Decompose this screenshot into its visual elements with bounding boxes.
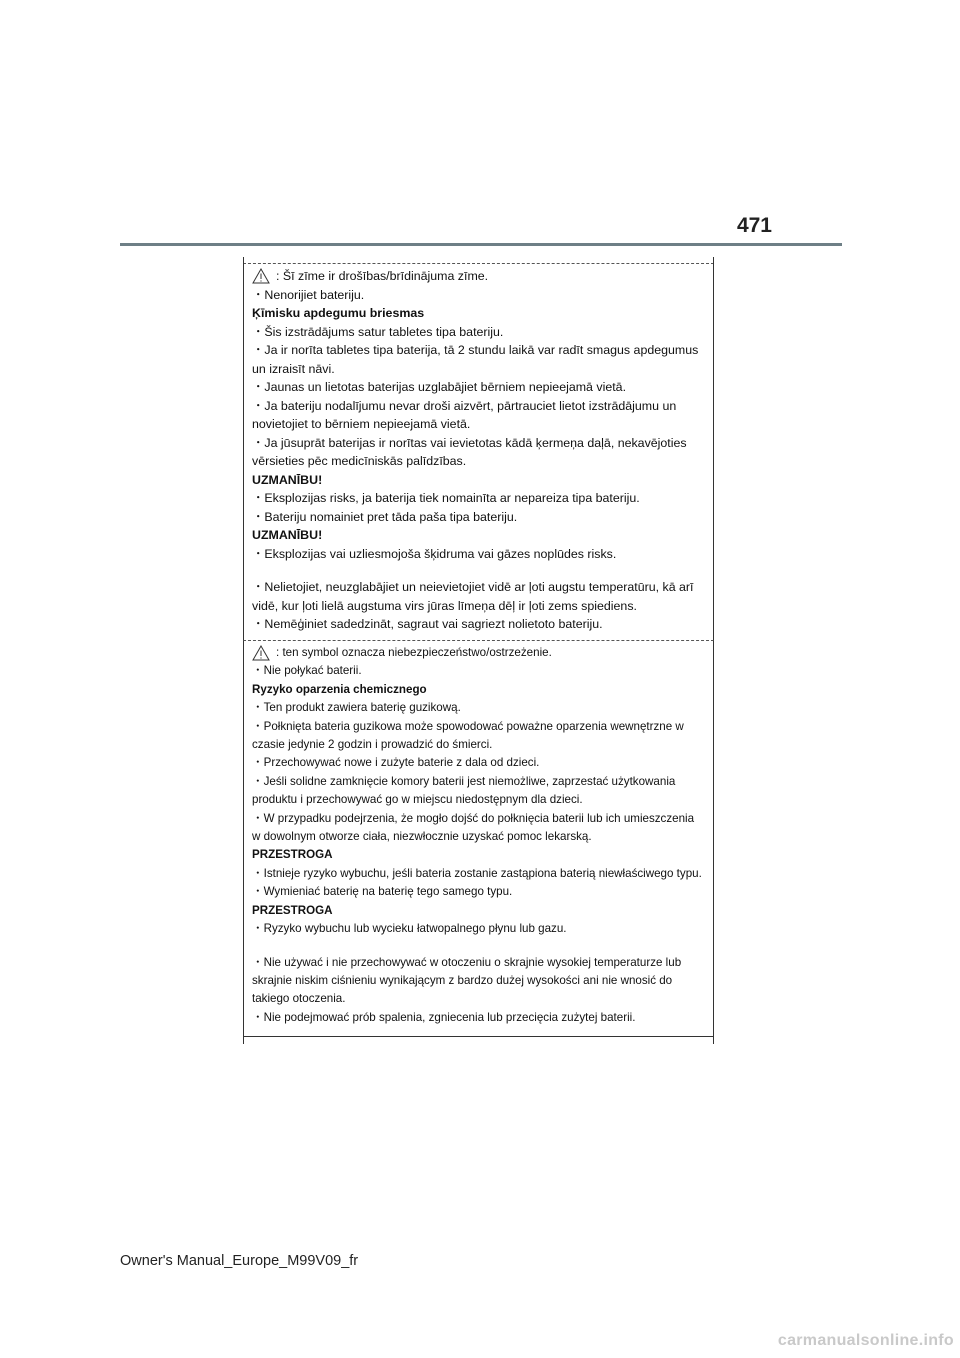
notice-line: ・Eksplozijas vai uzliesmojoša šķidruma vai gāzes noplūdes risks. (252, 546, 617, 561)
notice-line: ・Ja ir norīta tabletes tipa baterija, tā 2 stundu laikā var radīt smagus apdegumus un izraisīt nāvi. (252, 343, 699, 376)
paragraph-gap (252, 939, 703, 954)
corner-tick (713, 1036, 714, 1044)
notice-line: ・Istnieje ryzyko wybuchu, jeśli bateria zostanie zastąpiona baterią niewłaściwego typu. (252, 866, 702, 880)
notice-line: ・Jeśli solidne zamknięcie komory baterii jest niemożliwe, zaprzestać użytkowania produktu i przechowywać go w miejscu niedostępnym dla dzieci. (252, 774, 676, 807)
notice-line: ・Nelietojiet, neuzglabājiet un neievietojiet vidē ar ļoti augstu temperatūru, kā arī vidē, kur ļoti lielā augstuma virs jūras līmeņa dēļ ir ļoti zems spiediens. (252, 580, 694, 613)
section-heading: PRZESTROGA (252, 848, 333, 862)
notice-line: ・Przechowywać nowe i zużyte baterie z dala od dzieci. (252, 756, 540, 770)
section-heading: PRZESTROGA (252, 903, 333, 917)
notice-line: ・Ten produkt zawiera baterię guzikową. (252, 701, 461, 715)
corner-tick (243, 1036, 244, 1044)
footer-manual-id: Owner's Manual_Europe_M99V09_fr (120, 1253, 359, 1269)
watermark-site: carmanualsonline.info (777, 1332, 954, 1349)
notice-line: ・Bateriju nomainiet pret tāda paša tipa bateriju. (252, 509, 518, 524)
notice-box-latvian (243, 263, 714, 641)
notice-line: ・Ja bateriju nodalījumu nevar droši aizvērt, pārtrauciet lietot izstrādājumu un novietojiet to bērniem nepieejamā vietā. (252, 398, 677, 431)
notice-line: ・W przypadku podejrzenia, że mogło dojść do połknięcia baterii lub ich umieszczenia w dowolnym otworze ciała, niezwłocznie uzyskać pomoc lekarską. (252, 811, 695, 844)
notice-box-polish (243, 640, 714, 1037)
warning-statement (252, 267, 703, 286)
section-heading: UZMANĪBU! (252, 472, 323, 487)
notice-line: ・Ja jūsuprāt baterijas ir norītas vai ievietotas kādā ķermeņa daļā, nekavējoties vērsieties pēc medicīniskās palīdzības. (252, 435, 687, 468)
header-rule (120, 243, 842, 246)
section-heading: Ryzyko oparzenia chemicznego (252, 682, 427, 696)
notice-line: ・Nemēģiniet sadedzināt, sagraut vai sagriezt nolietoto bateriju. (252, 617, 603, 631)
warning-statement (252, 644, 703, 662)
notice-line: ・Nie podejmować prób spalenia, zgniecenia lub przecięcia zużytej baterii. (252, 1010, 636, 1024)
notice-line: ・Połknięta bateria guzikowa może spowodować poważne oparzenia wewnętrzne w czasie jedynie 2 godzin i prowadzić do śmierci. (252, 719, 684, 752)
notice-line: ・Jaunas un lietotas baterijas uzglabājiet bērniem nepieejamā vietā. (252, 380, 627, 394)
section-heading: Ķīmisku apdegumu briesmas (252, 306, 425, 320)
warning-triangle-icon (252, 645, 270, 661)
notice-line: ・Nie połykać baterii. (252, 664, 362, 678)
notice-line: ・Wymieniać baterię na baterię tego samego typu. (252, 885, 513, 899)
notice-line: ・Nie używać i nie przechowywać w otoczeniu o skrajnie wysokiej temperaturze lub skrajnie niskim ciśnieniu wynikającym z bardzo dużej wysokości ani nie wnosić do takiego otoczenia. (252, 955, 682, 1006)
warning-statement-text: : Šī zīme ir drošības/brīdinājuma zīme. (276, 269, 489, 283)
notice-line: ・Ryzyko wybuchu lub wycieku łatwopalnego płynu lub gazu. (252, 922, 567, 936)
notice-line: ・Eksplozijas risks, ja baterija tiek nomainīta ar nepareiza tipa bateriju. (252, 491, 640, 505)
warning-triangle-icon (252, 268, 270, 284)
warning-statement-text: : ten symbol oznacza niebezpieczeństwo/ostrzeżenie. (276, 646, 552, 659)
notice-line: ・Šis izstrādājums satur tabletes tipa bateriju. (252, 324, 504, 339)
paragraph-gap (252, 563, 703, 578)
notice-line: ・Nenorijiet bateriju. (252, 287, 365, 302)
corner-tick (243, 257, 244, 265)
page-number: 471 (736, 214, 772, 237)
section-heading: UZMANĪBU! (252, 528, 323, 542)
corner-tick (713, 257, 714, 265)
